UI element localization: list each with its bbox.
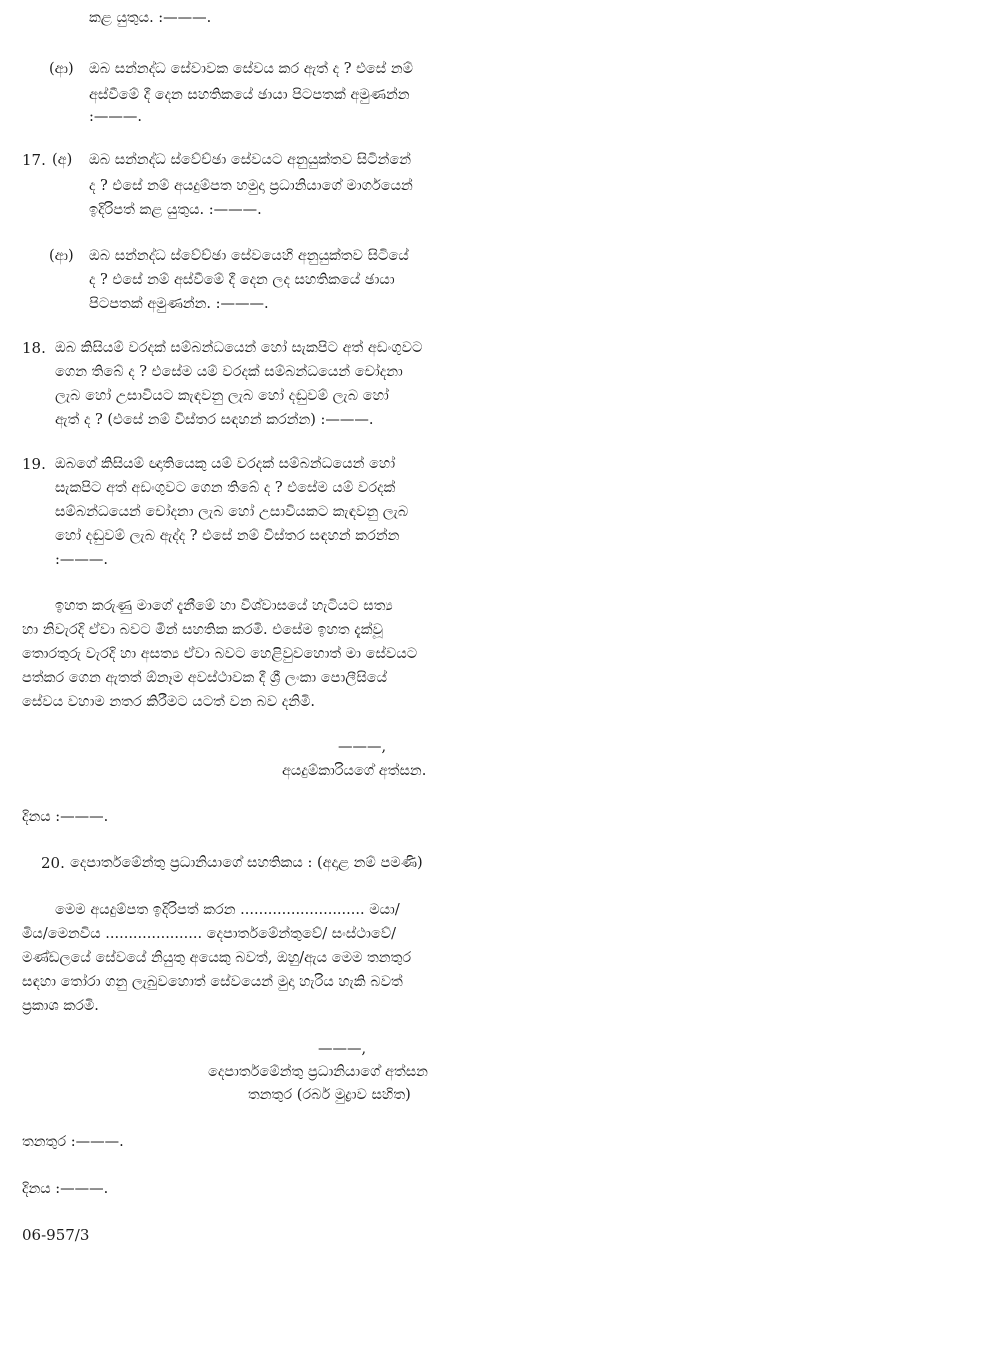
item17b-marker: (ආ) (49, 248, 74, 264)
item17b-line-3: පිටපතක් අමුණන්න. :———. (89, 296, 269, 312)
applicant-signature-blank: ———, (338, 739, 387, 755)
item16b-marker: (ආ) (49, 61, 74, 77)
item17a-line-3: ඉදිරිපත් කළ යුතුය. :———. (89, 202, 262, 218)
item18-line-2: ගෙන තිබේ ද ? එසේම යම් වරදක් සම්බන්ධයෙන් චෝදනා (55, 364, 403, 380)
item17b-line-1: ඔබ සන්නද්ධ ස්වේච්ඡා සේවයෙහි අනුයුක්තව සිටියේ (89, 248, 409, 264)
item16b-line-2: අස්වීමේ දී දෙන සහතිකයේ ඡායා පිටපතක් අමුණන්න (89, 87, 410, 103)
item19-line-4: හෝ දඬුවම් ලැබ ඇද්ද ? එසේ නම් විස්තර සඳහන් කරන්න (55, 528, 400, 544)
date-line-1: දිනය :———. (22, 809, 109, 825)
item18-number: 18. (22, 339, 46, 357)
declaration-line-4: පත්කර ගෙන ඇතත් ඕනෑම අවස්ථාවක දී ශ්‍රී ලංකා පොලීසියේ (22, 670, 388, 686)
head-designation-label: තනතුර (රබර් මුද්‍රාව සහිත) (248, 1087, 411, 1103)
applicant-signature-label: අයදුම්කාරියගේ අත්සන. (282, 763, 427, 779)
item18-line-3: ලැබ හෝ උසාවියට කැඳවනු ලැබ හෝ දඬුවම් ලැබ හෝ (55, 388, 389, 404)
reference-number: 06-957/3 (22, 1226, 90, 1244)
item20-number: 20. (41, 854, 65, 872)
declaration-line-3: තොරතුරු වැරදි හා අසත්‍ය ඒවා බවට හෙළිවුවහොත් මා සේවයට (22, 646, 418, 662)
item17a-line-2: ද ? එසේ නම් අයදුම්පත හමුදා ප්‍රධානියාගේ මාර්ගයෙන් (89, 178, 413, 194)
item17a-marker: (අ) (52, 152, 73, 168)
certificate-line-4: සඳහා තෝරා ගනු ලැබුවහොත් සේවයෙන් මුදා හැරිය හැකි බවත් (22, 974, 403, 990)
item16b-line-3: :———. (89, 109, 142, 125)
item20-heading: දෙපාර්තමේන්තු ප්‍රධානියාගේ සහතිකය : (අදාළ නම් පමණි) (70, 855, 423, 871)
item19-number: 19. (22, 455, 46, 473)
declaration-line-2: හා නිවැරදි ඒවා බවට මින් සහතික කරමි. එසේම ඉහත දැක්වූ (22, 622, 383, 638)
item16b-line-1: ඔබ සන්නද්ධ සේවාවක සේවය කර ඇත් ද ? එසේ නම් (89, 61, 414, 77)
designation-line: තනතුර :———. (22, 1134, 124, 1150)
item19-line-3: සම්බන්ධයෙන් චෝදනා ලැබ හෝ උසාවියකට කැඳවනු ලැබ (55, 504, 409, 520)
head-signature-blank: ———, (318, 1041, 367, 1057)
head-signature-label: දෙපාර්තමේන්තු ප්‍රධානියාගේ අත්සන (208, 1064, 428, 1080)
declaration-line-5: සේවය වහාම නතර කිරීමට යටත් වන බව දනිමි. (22, 694, 315, 710)
item18-line-4: ඇත් ද ? (එසේ නම් විස්තර සඳහන් කරන්න) :———. (55, 412, 374, 428)
certificate-line-2: මිය/මෙනවිය ..................... දෙපාර්තමේන්තුවේ/ සංස්ථාවේ/ (22, 926, 397, 942)
certificate-line-5: ප්‍රකාශ කරමි. (22, 998, 99, 1014)
date-line-2: දිනය :———. (22, 1181, 109, 1197)
certificate-line-1: මෙම අයදුම්පත ඉදිරිපත් කරන ........................... මයා/ (55, 902, 400, 918)
item19-line-1: ඔබගේ කිසියම් ඥාතියෙකු යම් වරදක් සම්බන්ධයෙන් හෝ (55, 456, 396, 472)
item17b-line-2: ද ? එසේ නම් අස්වීමේ දී දෙන ලද සහතිකයේ ඡායා (89, 272, 395, 288)
declaration-line-1: ඉහත කරුණු මාගේ දැනීමේ හා විශ්වාසයේ හැටියට සත්‍ය (55, 598, 393, 614)
item17-number: 17. (22, 151, 46, 169)
item17a-line-1: ඔබ සන්නද්ධ ස්වේච්ඡා සේවයට අනුයුක්තව සිටින්නේ (89, 152, 412, 168)
item19-line-5: :———. (55, 552, 108, 568)
item18-line-1: ඔබ කිසියම් වරදක් සම්බන්ධයෙන් හෝ සැකපිට අත් අඩංගුවට (55, 340, 423, 356)
certificate-line-3: මණ්ඩලයේ සේවයේ නියුතු අයෙකු බවත්, ඔහු/ඇය මෙම තනතුර (22, 950, 412, 966)
item16a-end-line: කළ යුතුය. :———. (89, 10, 212, 26)
item19-line-2: සැකපිට අත් අඩංගුවට ගෙන තිබේ ද ? එසේම යම් වරදක් (55, 480, 396, 496)
